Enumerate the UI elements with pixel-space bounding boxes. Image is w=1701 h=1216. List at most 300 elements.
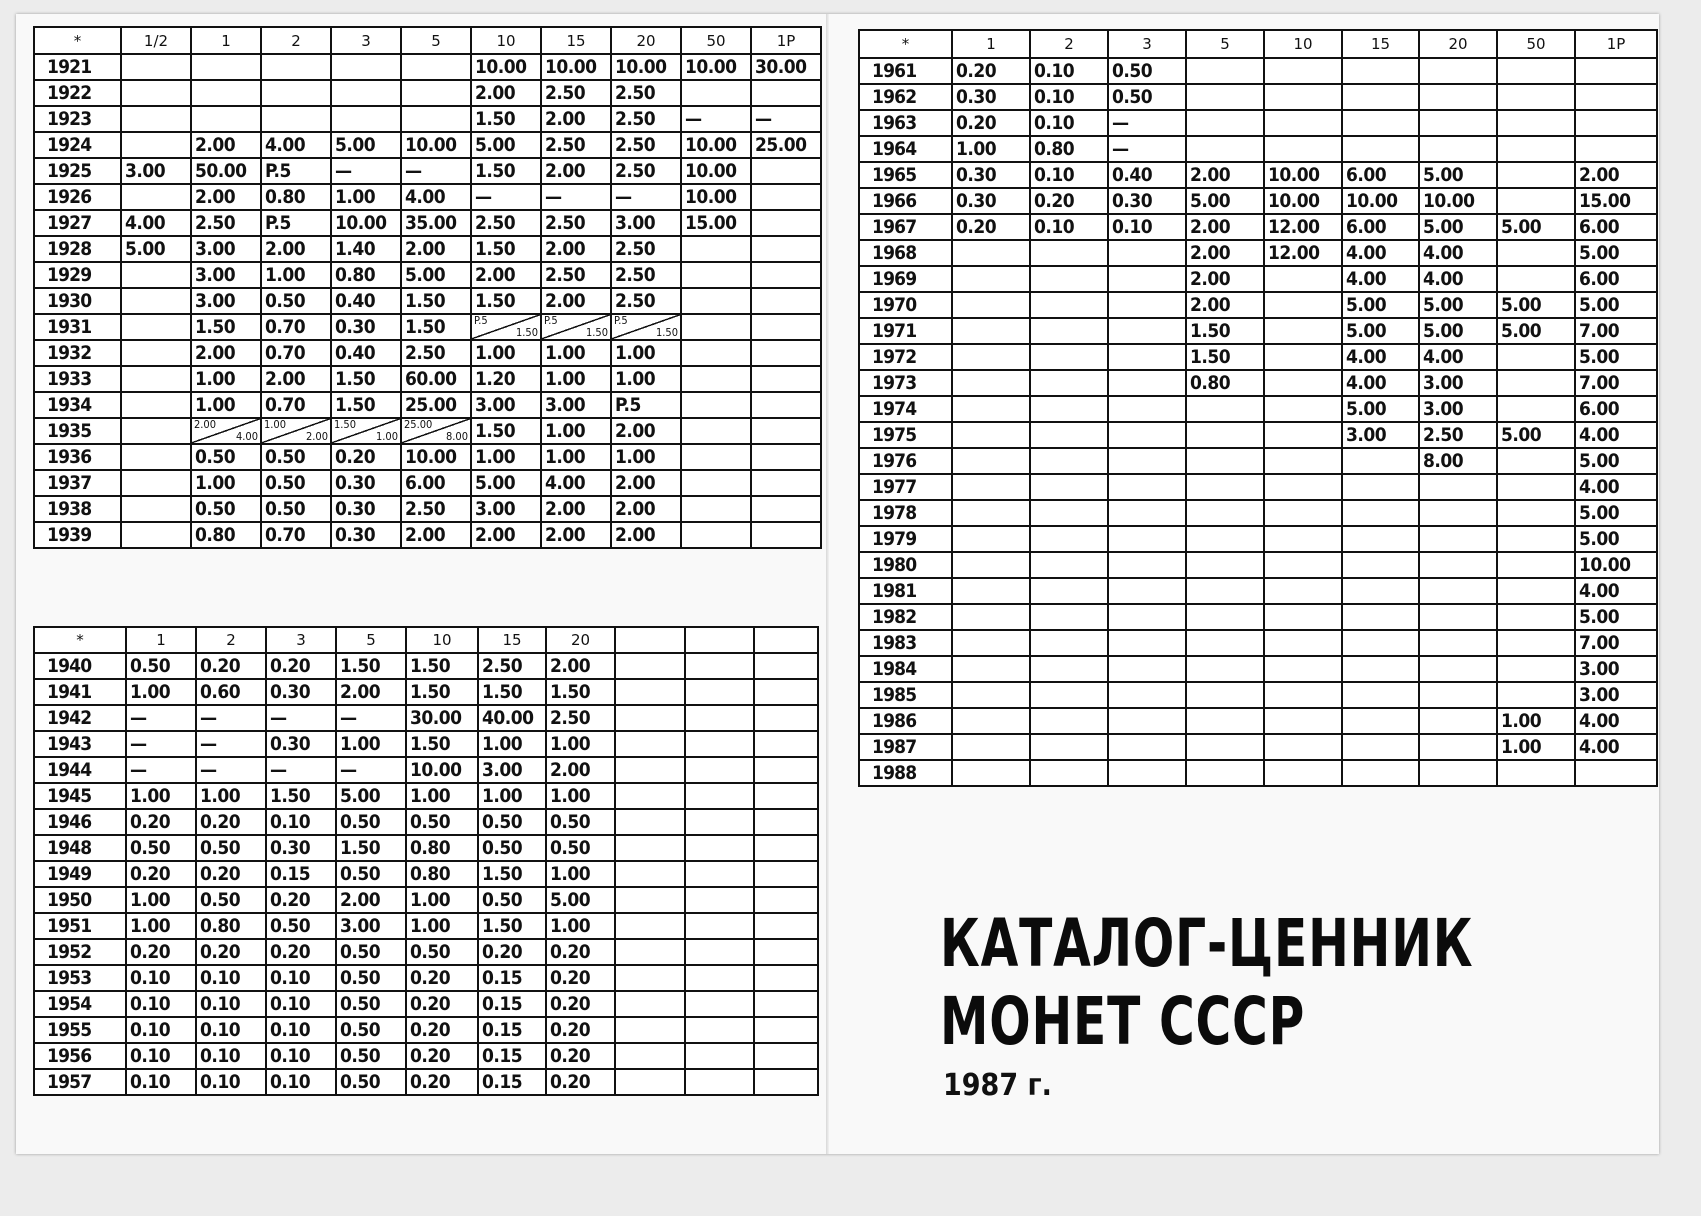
price-cell <box>1497 84 1575 110</box>
price-cell: 0.80 <box>261 184 331 210</box>
column-header: 1P <box>1575 30 1657 58</box>
year-cell: 1968 <box>859 240 952 266</box>
year-cell: 1928 <box>34 236 121 262</box>
price-cell: 1.00 <box>126 679 196 705</box>
table-row <box>34 1069 818 1095</box>
price-cell: 5.00 <box>1419 292 1497 318</box>
price-cell <box>1342 500 1419 526</box>
year-cell: 1950 <box>34 887 126 913</box>
price-cell: 3.00 <box>1575 682 1657 708</box>
price-cell <box>1497 266 1575 292</box>
year-cell: 1973 <box>859 370 952 396</box>
price-cell: — <box>471 184 541 210</box>
column-header: 1/2 <box>121 27 191 54</box>
price-cell: 1.50 <box>401 288 471 314</box>
price-cell <box>615 939 685 965</box>
price-cell <box>1264 422 1342 448</box>
price-cell: 6.00 <box>1575 266 1657 292</box>
price-cell: 0.80 <box>406 835 478 861</box>
price-cell: 2.00 <box>471 80 541 106</box>
price-cell <box>1497 396 1575 422</box>
price-cell <box>331 80 401 106</box>
price-cell <box>1497 578 1575 604</box>
price-cell <box>1186 136 1264 162</box>
price-cell <box>1575 760 1657 786</box>
price-cell <box>1264 526 1342 552</box>
price-cell: 1.50 <box>331 392 401 418</box>
year-cell: 1931 <box>34 314 121 340</box>
price-cell <box>1264 578 1342 604</box>
price-cell: 0.20 <box>546 1069 615 1095</box>
price-cell: — <box>1108 136 1186 162</box>
price-cell: 3.00 <box>541 392 611 418</box>
price-cell <box>615 679 685 705</box>
price-cell: 10.00 <box>401 444 471 470</box>
price-cell <box>751 340 821 366</box>
price-cell <box>1497 136 1575 162</box>
price-cell <box>751 80 821 106</box>
price-cell: 0.50 <box>261 444 331 470</box>
price-cell <box>615 705 685 731</box>
price-cell: 0.20 <box>266 939 336 965</box>
price-cell: 2.50 <box>611 158 681 184</box>
price-cell <box>1108 552 1186 578</box>
price-table-1921-1939 <box>33 26 822 549</box>
price-cell: 1.00 <box>196 783 266 809</box>
price-cell <box>681 340 751 366</box>
price-cell <box>1030 578 1108 604</box>
price-cell: 10.00 <box>1264 188 1342 214</box>
price-cell: — <box>126 731 196 757</box>
year-cell: 1943 <box>34 731 126 757</box>
year-cell: 1972 <box>859 344 952 370</box>
price-cell <box>952 682 1030 708</box>
price-cell: 4.00 <box>401 184 471 210</box>
price-cell: 1.50 <box>1186 318 1264 344</box>
table-row <box>34 80 821 106</box>
price-cell: 1.50 <box>336 835 406 861</box>
price-cell <box>1264 734 1342 760</box>
price-cell: P.5 <box>611 392 681 418</box>
year-cell: 1963 <box>859 110 952 136</box>
price-cell <box>615 731 685 757</box>
price-cell <box>1264 266 1342 292</box>
column-header: * <box>34 27 121 54</box>
table-row <box>34 887 818 913</box>
price-cell <box>1497 110 1575 136</box>
price-cell: 0.30 <box>331 470 401 496</box>
column-header: 20 <box>611 27 681 54</box>
year-cell: 1984 <box>859 656 952 682</box>
price-cell: 0.30 <box>266 731 336 757</box>
price-cell: 2.00 <box>401 522 471 548</box>
price-cell: 1.00 <box>478 783 546 809</box>
price-cell <box>1108 578 1186 604</box>
price-cell: 10.00 <box>1575 552 1657 578</box>
price-cell <box>1186 500 1264 526</box>
price-cell <box>1497 162 1575 188</box>
price-cell <box>1264 318 1342 344</box>
year-cell: 1948 <box>34 835 126 861</box>
price-cell: 1.50 <box>471 158 541 184</box>
price-cell <box>1342 708 1419 734</box>
year-cell: 1946 <box>34 809 126 835</box>
price-cell <box>681 470 751 496</box>
price-cell <box>121 470 191 496</box>
price-cell <box>685 835 754 861</box>
price-cell: 1.50 <box>471 236 541 262</box>
price-cell <box>751 418 821 444</box>
price-cell <box>685 731 754 757</box>
price-cell: 0.10 <box>126 1043 196 1069</box>
price-cell <box>615 965 685 991</box>
split-price-top: 1.50 <box>334 418 357 431</box>
price-cell: 0.10 <box>1030 58 1108 84</box>
price-cell <box>681 418 751 444</box>
table-row <box>859 682 1657 708</box>
price-cell: 0.20 <box>266 653 336 679</box>
price-cell <box>1186 422 1264 448</box>
price-cell <box>754 705 818 731</box>
price-cell: 3.00 <box>191 236 261 262</box>
price-cell <box>1419 604 1497 630</box>
price-cell: — <box>126 757 196 783</box>
price-cell <box>1108 734 1186 760</box>
price-cell: 0.80 <box>191 522 261 548</box>
price-cell <box>1497 682 1575 708</box>
price-cell: 0.50 <box>336 809 406 835</box>
table-row <box>859 422 1657 448</box>
price-cell: — <box>611 184 681 210</box>
price-cell <box>754 757 818 783</box>
price-cell <box>952 552 1030 578</box>
price-cell: 1.00 <box>191 392 261 418</box>
price-cell <box>681 262 751 288</box>
price-cell: 0.20 <box>406 965 478 991</box>
table-row <box>859 136 1657 162</box>
price-cell: 3.00 <box>336 913 406 939</box>
price-cell <box>1108 682 1186 708</box>
table-row <box>859 162 1657 188</box>
price-cell <box>751 444 821 470</box>
table-row <box>859 760 1657 786</box>
price-cell: 5.00 <box>1342 292 1419 318</box>
price-cell: 3.00 <box>1575 656 1657 682</box>
price-table-1961-1988 <box>858 29 1658 787</box>
price-cell: 4.00 <box>1575 578 1657 604</box>
price-cell: 0.80 <box>196 913 266 939</box>
table-row <box>859 734 1657 760</box>
table-row <box>859 240 1657 266</box>
price-cell: 1.00 <box>406 887 478 913</box>
price-cell: 1.00 <box>1497 734 1575 760</box>
price-cell: 0.70 <box>261 340 331 366</box>
column-header: 10 <box>471 27 541 54</box>
price-cell: 0.80 <box>406 861 478 887</box>
title-line-1: КАТАЛОГ-ЦЕННИК <box>940 905 1474 982</box>
table-row <box>34 236 821 262</box>
price-cell: 0.20 <box>196 809 266 835</box>
price-cell <box>1108 630 1186 656</box>
column-header: 2 <box>261 27 331 54</box>
price-cell <box>1575 110 1657 136</box>
price-cell: 0.50 <box>261 288 331 314</box>
column-header: 1 <box>952 30 1030 58</box>
price-cell <box>1419 474 1497 500</box>
column-header: 10 <box>1264 30 1342 58</box>
price-cell: 6.00 <box>401 470 471 496</box>
column-header: 2 <box>1030 30 1108 58</box>
price-cell <box>751 158 821 184</box>
price-cell <box>1030 240 1108 266</box>
price-cell <box>615 861 685 887</box>
price-cell <box>121 54 191 80</box>
year-cell: 1954 <box>34 991 126 1017</box>
price-cell: 0.50 <box>478 887 546 913</box>
price-cell <box>754 731 818 757</box>
price-cell: 2.00 <box>191 340 261 366</box>
split-price-cell <box>612 315 680 339</box>
price-cell <box>1186 58 1264 84</box>
price-cell: 0.50 <box>546 809 615 835</box>
price-cell: 1.50 <box>331 366 401 392</box>
price-cell <box>685 653 754 679</box>
price-cell: 0.80 <box>331 262 401 288</box>
price-cell: 0.50 <box>126 835 196 861</box>
price-cell <box>331 418 401 444</box>
price-cell: 5.00 <box>1342 318 1419 344</box>
price-cell <box>685 809 754 835</box>
price-cell <box>615 783 685 809</box>
price-cell: 1.50 <box>191 314 261 340</box>
table-row <box>34 210 821 236</box>
price-cell <box>1108 656 1186 682</box>
price-cell: 0.20 <box>406 1069 478 1095</box>
price-cell: 0.70 <box>261 314 331 340</box>
price-cell: 2.00 <box>541 106 611 132</box>
year-cell: 1923 <box>34 106 121 132</box>
price-cell <box>615 1069 685 1095</box>
price-cell: 4.00 <box>261 132 331 158</box>
price-cell <box>1030 370 1108 396</box>
price-cell: 0.10 <box>266 809 336 835</box>
price-cell <box>952 474 1030 500</box>
price-cell <box>1030 318 1108 344</box>
price-cell <box>1186 656 1264 682</box>
year-cell: 1945 <box>34 783 126 809</box>
price-cell: 1.50 <box>406 653 478 679</box>
price-cell <box>1264 84 1342 110</box>
price-cell <box>952 604 1030 630</box>
price-cell: 1.00 <box>546 913 615 939</box>
price-cell <box>751 210 821 236</box>
price-cell <box>681 314 751 340</box>
price-cell: 2.00 <box>1186 240 1264 266</box>
price-cell <box>1108 708 1186 734</box>
price-cell <box>1575 84 1657 110</box>
price-cell: 2.50 <box>401 496 471 522</box>
price-cell: 2.50 <box>1419 422 1497 448</box>
price-cell: 2.00 <box>541 288 611 314</box>
price-cell: 4.00 <box>1342 344 1419 370</box>
price-cell <box>952 318 1030 344</box>
price-cell: P.5 <box>261 210 331 236</box>
split-price-top: 25.00 <box>404 418 433 431</box>
price-cell: 1.50 <box>471 288 541 314</box>
price-cell: 30.00 <box>751 54 821 80</box>
price-cell: 2.00 <box>541 496 611 522</box>
table-row <box>859 110 1657 136</box>
price-cell: 1.00 <box>611 444 681 470</box>
price-cell: 0.50 <box>336 1043 406 1069</box>
price-cell <box>751 184 821 210</box>
price-cell: 1.00 <box>191 366 261 392</box>
split-price-top: 2.00 <box>194 418 217 431</box>
price-cell: 6.00 <box>1342 162 1419 188</box>
price-cell <box>952 578 1030 604</box>
price-cell: 5.00 <box>1186 188 1264 214</box>
price-cell: 10.00 <box>1419 188 1497 214</box>
price-cell: 0.30 <box>266 835 336 861</box>
price-cell: 1.50 <box>406 731 478 757</box>
price-cell: 0.20 <box>478 939 546 965</box>
column-header: 1 <box>126 627 196 653</box>
price-cell: 1.50 <box>266 783 336 809</box>
table-row <box>859 604 1657 630</box>
price-cell <box>751 522 821 548</box>
price-cell <box>1186 734 1264 760</box>
price-cell: — <box>266 757 336 783</box>
price-cell: 2.00 <box>261 366 331 392</box>
price-cell: 0.80 <box>1030 136 1108 162</box>
price-cell <box>1575 58 1657 84</box>
price-cell <box>1186 708 1264 734</box>
column-header: 2 <box>196 627 266 653</box>
price-table-1940-1957 <box>33 626 819 1096</box>
price-cell: 0.15 <box>478 1043 546 1069</box>
table-row <box>859 214 1657 240</box>
price-cell <box>754 1017 818 1043</box>
table-row <box>859 396 1657 422</box>
price-cell <box>121 80 191 106</box>
price-cell: 0.50 <box>336 939 406 965</box>
price-cell <box>615 653 685 679</box>
price-cell: 6.00 <box>1575 214 1657 240</box>
table-row <box>34 783 818 809</box>
year-cell: 1962 <box>859 84 952 110</box>
price-cell: — <box>196 705 266 731</box>
split-price-bottom: 8.00 <box>445 430 468 443</box>
price-cell <box>681 522 751 548</box>
year-cell: 1970 <box>859 292 952 318</box>
price-cell <box>685 1017 754 1043</box>
price-cell <box>952 344 1030 370</box>
price-cell: 3.00 <box>1419 396 1497 422</box>
price-cell: 0.40 <box>331 340 401 366</box>
price-cell: 0.50 <box>336 1069 406 1095</box>
price-cell <box>1342 578 1419 604</box>
price-cell <box>952 526 1030 552</box>
price-cell <box>751 392 821 418</box>
table-row <box>34 809 818 835</box>
split-price-cell <box>472 315 540 339</box>
price-cell <box>541 314 611 340</box>
column-header: 15 <box>1342 30 1419 58</box>
table-row <box>34 392 821 418</box>
price-cell: 2.00 <box>336 679 406 705</box>
table-row <box>859 708 1657 734</box>
price-cell: 10.00 <box>681 184 751 210</box>
column-header: 1P <box>751 27 821 54</box>
price-cell: 1.00 <box>1497 708 1575 734</box>
price-cell: 1.00 <box>611 340 681 366</box>
price-cell <box>1342 448 1419 474</box>
table-row <box>859 292 1657 318</box>
price-cell: 0.10 <box>1030 110 1108 136</box>
table-row <box>34 340 821 366</box>
price-cell <box>1264 396 1342 422</box>
price-cell: 1.50 <box>478 913 546 939</box>
price-cell: 1.00 <box>541 418 611 444</box>
price-cell <box>615 1043 685 1069</box>
year-cell: 1925 <box>34 158 121 184</box>
price-cell: 3.00 <box>471 496 541 522</box>
price-cell: 15.00 <box>681 210 751 236</box>
price-cell: 0.15 <box>478 1017 546 1043</box>
year-cell: 1988 <box>859 760 952 786</box>
price-cell: 1.00 <box>406 783 478 809</box>
year-cell: 1942 <box>34 705 126 731</box>
price-cell: 0.10 <box>1030 84 1108 110</box>
year-cell: 1930 <box>34 288 121 314</box>
price-cell: 0.10 <box>126 1017 196 1043</box>
price-cell: 4.00 <box>541 470 611 496</box>
price-cell <box>754 991 818 1017</box>
price-cell: 0.20 <box>952 214 1030 240</box>
price-cell <box>952 370 1030 396</box>
price-cell <box>1419 734 1497 760</box>
price-cell: 0.30 <box>1108 188 1186 214</box>
price-cell <box>1264 760 1342 786</box>
year-cell: 1941 <box>34 679 126 705</box>
price-cell: 1.50 <box>478 861 546 887</box>
year-cell: 1974 <box>859 396 952 422</box>
price-cell <box>685 861 754 887</box>
price-cell: 10.00 <box>681 158 751 184</box>
table-row <box>34 653 818 679</box>
price-cell: 1.50 <box>401 314 471 340</box>
table-row <box>34 262 821 288</box>
table-row <box>34 757 818 783</box>
price-cell: 1.20 <box>471 366 541 392</box>
price-cell: 2.50 <box>611 236 681 262</box>
price-cell: 0.70 <box>261 392 331 418</box>
table-row <box>34 679 818 705</box>
table-row <box>859 84 1657 110</box>
price-cell <box>1186 396 1264 422</box>
price-cell: — <box>751 106 821 132</box>
price-cell <box>1342 474 1419 500</box>
price-cell <box>1497 474 1575 500</box>
year-cell: 1935 <box>34 418 121 444</box>
year-cell: 1966 <box>859 188 952 214</box>
price-cell: 15.00 <box>1575 188 1657 214</box>
price-cell <box>1497 552 1575 578</box>
price-cell: 2.00 <box>546 653 615 679</box>
price-cell <box>1030 396 1108 422</box>
year-cell: 1937 <box>34 470 121 496</box>
price-cell <box>952 656 1030 682</box>
